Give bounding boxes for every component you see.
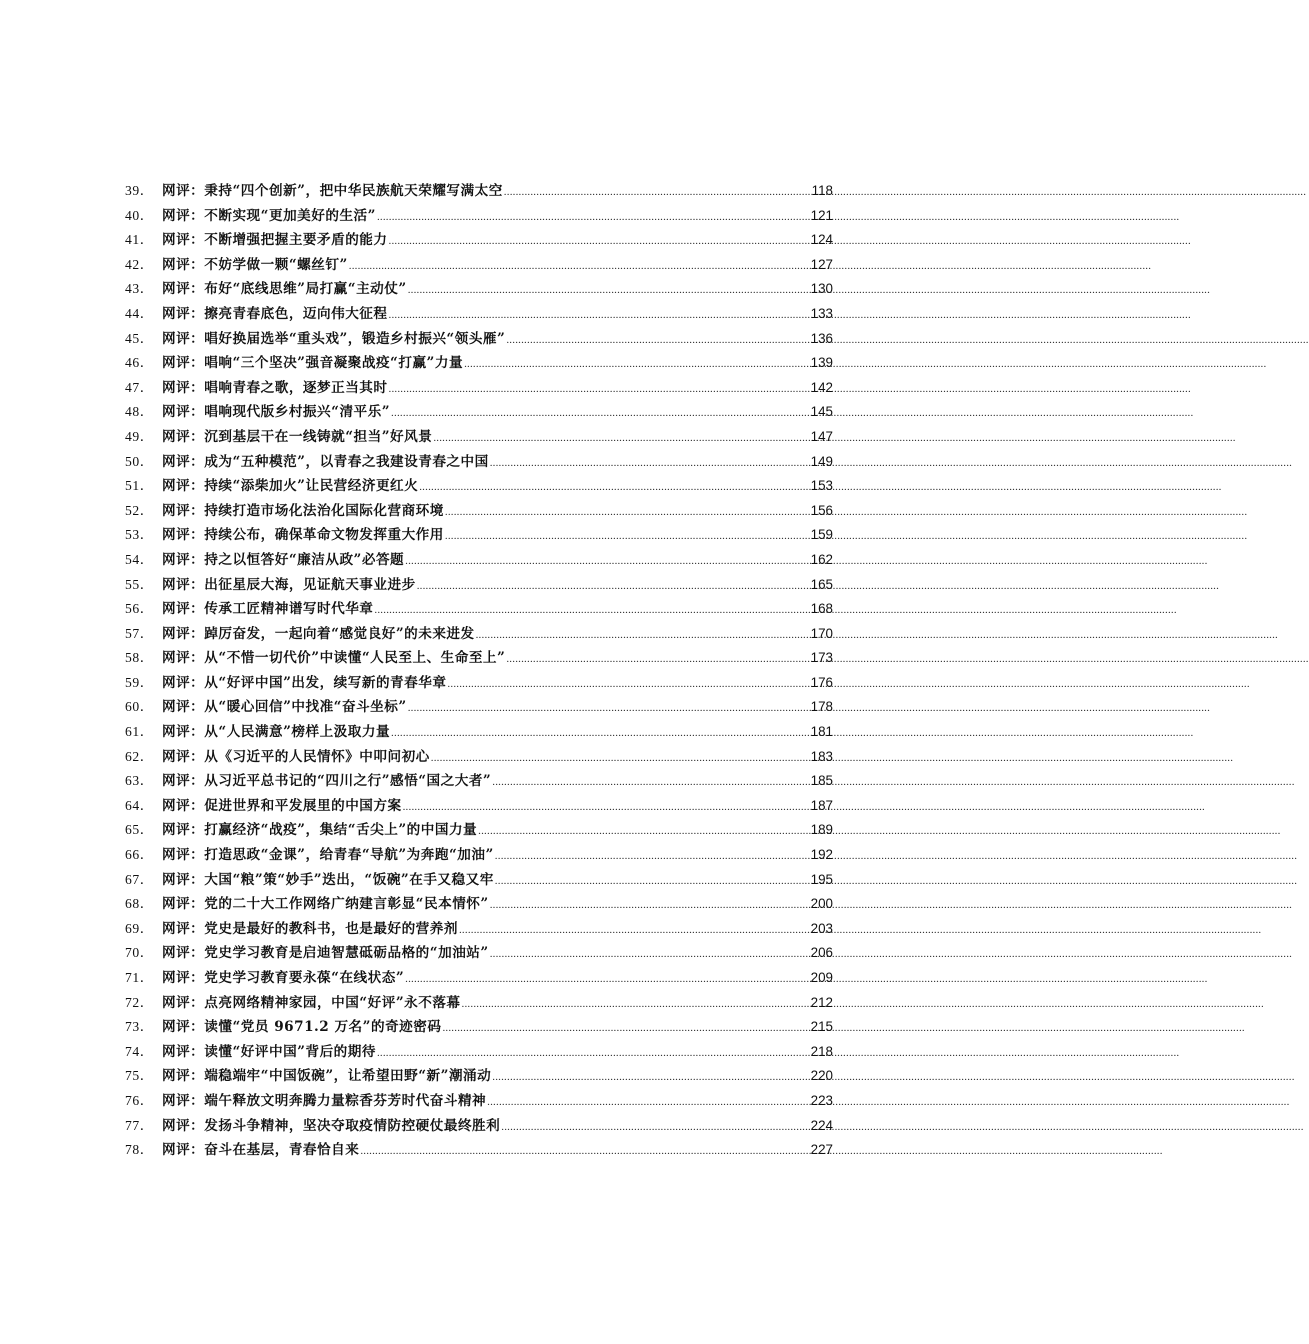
toc-entry-title: 网评：成为“五种模范”，以青春之我建设青春之中国 — [162, 453, 489, 470]
toc-entry-title: 网评：不妨学做一颗“螺丝钉” — [162, 256, 348, 273]
toc-entry-page-number: 147 — [810, 428, 833, 444]
toc-entry-title: 网评：点亮网络精神家园，中国“好评”永不落幕 — [162, 994, 461, 1011]
toc-entry-number: 74． — [125, 1043, 154, 1059]
toc-entry-title: 网评：奋斗在基层，青春恰自来 — [162, 1142, 360, 1159]
toc-entry-number: 68． — [125, 896, 154, 912]
toc-dot-leader — [459, 918, 810, 943]
toc-dot-leader — [408, 696, 810, 721]
toc-entry[interactable] — [125, 327, 833, 352]
toc-entry-number: 64． — [125, 797, 154, 813]
toc-entry[interactable] — [125, 622, 833, 647]
toc-dot-leader — [417, 574, 810, 599]
toc-dot-leader — [433, 426, 809, 451]
toc-entry-page-number: 142 — [810, 379, 833, 395]
toc-entry[interactable] — [125, 523, 833, 548]
toc-entry-number: 51． — [125, 478, 154, 494]
toc-entry-number: 67． — [125, 871, 154, 887]
toc-entry-title: 网评：从“暖心回信”中找准“奋斗坐标” — [162, 699, 407, 716]
toc-dot-leader — [506, 647, 809, 672]
toc-entry-title: 网评：端稳端牢“中国饭碗”，让希望田野“新”潮涌动 — [162, 1068, 492, 1085]
toc-entry[interactable] — [125, 1040, 833, 1065]
toc-entry-number: 72． — [125, 994, 154, 1010]
toc-entry[interactable] — [125, 204, 833, 229]
toc-entry-page-number: 189 — [810, 822, 833, 838]
toc-entry-number: 45． — [125, 330, 154, 346]
toc-entry[interactable] — [125, 991, 833, 1016]
toc-entry[interactable] — [125, 1064, 833, 1089]
toc-entry-number: 46． — [125, 355, 154, 371]
toc-entry-number: 65． — [125, 822, 154, 838]
toc-dot-leader — [462, 992, 810, 1017]
toc-entry[interactable] — [125, 573, 833, 598]
toc-entry-page-number: 195 — [810, 871, 833, 887]
toc-entry-number: 56． — [125, 601, 154, 617]
toc-entry-page-number: 173 — [810, 650, 833, 666]
toc-entry[interactable] — [125, 1114, 833, 1139]
toc-entry-title: 网评：秉持“四个创新”，把中华民族航天荣耀写满太空 — [162, 183, 503, 199]
toc-entry-page-number: 200 — [810, 896, 833, 912]
toc-dot-leader — [419, 475, 809, 500]
toc-entry[interactable] — [125, 917, 833, 942]
toc-dot-leader — [490, 893, 810, 918]
toc-dot-leader — [447, 672, 809, 697]
toc-entry-number: 39． — [125, 183, 154, 198]
toc-entry-number: 60． — [125, 699, 154, 715]
toc-entry[interactable] — [125, 548, 833, 573]
toc-dot-leader — [389, 229, 810, 254]
toc-entry[interactable] — [125, 302, 833, 327]
toc-entry[interactable] — [125, 228, 833, 253]
toc-entry[interactable] — [125, 671, 833, 696]
toc-entry-number: 73． — [125, 1019, 154, 1035]
toc-entry[interactable] — [125, 695, 833, 720]
toc-entry-title: 网评：从习近平总书记的“四川之行”感悟“国之大者” — [162, 773, 492, 790]
toc-entry-page-number: 159 — [810, 527, 833, 543]
toc-entry-number: 58． — [125, 650, 154, 666]
toc-entry[interactable] — [125, 351, 833, 376]
toc-entry-page-number: 149 — [810, 453, 833, 469]
toc-entry-number: 48． — [125, 404, 154, 420]
toc-entry-page-number: 153 — [810, 478, 833, 494]
toc-dot-leader — [405, 549, 810, 574]
toc-dot-leader — [377, 205, 810, 230]
toc-dot-leader — [492, 1065, 809, 1090]
toc-dot-leader — [487, 1090, 810, 1115]
toc-entry-page-number: 187 — [810, 797, 833, 813]
toc-entry-title: 网评：大国“粮”策“妙手”迭出，“饭碗”在手又稳又牢 — [162, 871, 494, 888]
toc-entry-page-number: 162 — [810, 551, 833, 567]
toc-entry-page-number: 227 — [810, 1142, 833, 1158]
toc-entry-title: 网评：从“好评中国”出发，续写新的青春华章 — [162, 674, 447, 691]
toc-dot-leader — [403, 795, 810, 820]
toc-entry[interactable] — [125, 179, 833, 204]
toc-entry-page-number: 156 — [810, 502, 833, 518]
toc-entry-page-number: 121 — [810, 207, 833, 223]
toc-entry[interactable] — [125, 745, 833, 770]
toc-entry-page-number: 185 — [810, 773, 833, 789]
toc-entry-number: 63． — [125, 773, 154, 789]
toc-entry-title: 网评：持续“添柴加火”让民营经济更红火 — [162, 478, 419, 495]
toc-entry-page-number: 170 — [810, 625, 833, 641]
toc-dot-leader — [501, 1115, 809, 1140]
toc-entry-title: 网评：不断实现“更加美好的生活” — [162, 207, 376, 224]
toc-entry-title: 网评：打造思政“金课”，给青春“导航”为奔跑“加油” — [162, 847, 494, 864]
toc-dot-leader — [391, 401, 810, 426]
toc-entry[interactable] — [125, 646, 833, 671]
toc-dot-leader — [490, 451, 810, 476]
toc-entry[interactable] — [125, 1089, 833, 1114]
toc-entry[interactable] — [125, 941, 833, 966]
toc-entry[interactable] — [125, 720, 833, 745]
toc-entry-number: 75． — [125, 1068, 154, 1084]
toc-dot-leader — [478, 819, 810, 844]
toc-dot-leader — [492, 770, 809, 795]
toc-entry-title: 网评：从“人民满意”榜样上汲取力量 — [162, 724, 391, 741]
toc-entry[interactable] — [125, 597, 833, 622]
toc-entry-title: 网评：端午释放文明奔腾力量粽香芬芳时代奋斗精神 — [162, 1092, 487, 1109]
toc-dot-leader — [506, 328, 809, 353]
toc-dot-leader — [442, 1016, 809, 1041]
toc-entry-number: 76． — [125, 1092, 154, 1108]
toc-dot-leader — [360, 1139, 809, 1164]
toc-entry-page-number: 181 — [810, 724, 833, 740]
toc-entry-number: 62． — [125, 748, 154, 764]
toc-entry-page-number: 133 — [810, 305, 833, 321]
toc-entry[interactable] — [125, 843, 833, 868]
toc-entry[interactable] — [125, 499, 833, 524]
toc-entry-title: 网评：从“不惜一切代价”中读懂“人民至上、生命至上” — [162, 650, 506, 667]
toc-entry[interactable] — [125, 794, 833, 819]
toc-entry-number: 52． — [125, 502, 154, 518]
toc-entry-title: 网评：党史学习教育是启迪智慧砥砺品格的“加油站” — [162, 945, 489, 962]
toc-dot-leader — [490, 942, 810, 967]
toc-entry-page-number: 215 — [810, 1019, 833, 1035]
toc-entry-title: 网评：读懂“好评中国”背后的期待 — [162, 1043, 376, 1060]
toc-entry-title: 网评：不断增强把握主要矛盾的能力 — [162, 232, 388, 249]
toc-entry-title: 网评：持续公布，确保革命文物发挥重大作用 — [162, 527, 444, 544]
toc-entry-title: 网评：读懂“党员 9671.2 万名”的奇迹密码 — [162, 1019, 442, 1036]
toc-entry-title: 网评：打赢经济“战疫”，集结“舌尖上”的中国力量 — [162, 822, 478, 839]
toc-entry-page-number: 139 — [810, 355, 833, 371]
toc-dot-leader — [374, 598, 809, 623]
toc-entry-page-number: 212 — [810, 994, 833, 1010]
toc-entry-number: 70． — [125, 945, 154, 961]
toc-entry-page-number: 145 — [810, 404, 833, 420]
toc-dot-leader — [349, 254, 810, 279]
toc-dot-leader — [445, 524, 810, 549]
toc-entry-number: 44． — [125, 305, 154, 321]
toc-dot-leader — [464, 352, 810, 377]
toc-entry-page-number: 209 — [810, 970, 833, 985]
toc-entry[interactable] — [125, 400, 833, 425]
toc-dot-leader — [495, 869, 810, 894]
toc-entry-title: 网评：擦亮青春底色，迈向伟大征程 — [162, 305, 388, 322]
toc-entry-title: 网评：传承工匠精神谱写时代华章 — [162, 601, 374, 618]
toc-entry-page-number: 220 — [810, 1068, 833, 1084]
toc-entry-page-number: 206 — [810, 945, 833, 961]
toc-entry[interactable] — [125, 277, 833, 302]
table-of-contents — [125, 179, 833, 1163]
toc-entry-page-number: 192 — [810, 847, 833, 863]
toc-entry-title: 网评：持之以恒答好“廉洁从政”必答题 — [162, 551, 405, 568]
toc-entry-title: 网评：党史是最好的教科书，也是最好的营养剂 — [162, 920, 458, 937]
toc-entry-page-number: 223 — [810, 1092, 833, 1108]
toc-dot-leader — [405, 967, 810, 992]
toc-entry-number: 57． — [125, 625, 154, 641]
toc-entry-number: 61． — [125, 724, 154, 740]
toc-entry[interactable] — [125, 966, 833, 991]
toc-dot-leader — [377, 1041, 810, 1066]
toc-entry-page-number: 118 — [811, 183, 833, 198]
toc-entry-number: 43． — [125, 281, 154, 297]
toc-dot-leader — [389, 377, 810, 402]
toc-entry-title: 网评：出征星辰大海，见证航天事业进步 — [162, 576, 416, 593]
toc-dot-leader — [389, 303, 810, 328]
toc-entry-number: 71． — [125, 970, 154, 985]
toc-dot-leader — [445, 500, 810, 525]
toc-entry-number: 77． — [125, 1117, 154, 1133]
toc-entry-number: 40． — [125, 207, 154, 223]
toc-entry[interactable] — [125, 376, 833, 401]
toc-dot-leader — [408, 278, 810, 303]
toc-entry[interactable] — [125, 253, 833, 278]
toc-entry-page-number: 127 — [810, 256, 833, 272]
toc-entry-number: 50． — [125, 453, 154, 469]
toc-entry-title: 网评：党的二十大工作网络广纳建言彰显“民本情怀” — [162, 896, 489, 913]
toc-entry-title: 网评：唱好换届选举“重头戏”，锻造乡村振兴“领头雁” — [162, 330, 506, 347]
toc-entry-number: 59． — [125, 674, 154, 690]
toc-entry-title: 网评：党史学习教育要永葆“在线状态” — [162, 970, 405, 986]
toc-entry-number: 49． — [125, 428, 154, 444]
toc-entry-title: 网评：布好“底线思维”局打赢“主动仗” — [162, 281, 407, 298]
toc-entry-number: 66． — [125, 847, 154, 863]
toc-entry-number: 47． — [125, 379, 154, 395]
toc-entry-number: 54． — [125, 551, 154, 567]
toc-entry-page-number: 183 — [810, 748, 833, 764]
toc-entry[interactable] — [125, 1015, 833, 1040]
toc-entry[interactable] — [125, 1138, 833, 1163]
toc-entry-title: 网评：唱响“三个坚决”强音凝聚战疫“打赢”力量 — [162, 355, 464, 372]
toc-entry-page-number: 224 — [810, 1117, 833, 1133]
toc-entry-page-number: 176 — [810, 674, 833, 690]
toc-dot-leader — [495, 844, 810, 869]
toc-dot-leader — [476, 623, 810, 648]
toc-entry[interactable] — [125, 818, 833, 843]
toc-entry-page-number: 136 — [810, 330, 833, 346]
toc-dot-leader — [391, 721, 810, 746]
toc-entry[interactable] — [125, 474, 833, 499]
toc-entry-number: 78． — [125, 1142, 154, 1158]
toc-entry-number: 55． — [125, 576, 154, 592]
toc-entry[interactable] — [125, 425, 833, 450]
toc-entry-title: 网评：从《习近平的人民情怀》中叩问初心 — [162, 748, 430, 765]
toc-entry-page-number: 178 — [810, 699, 833, 715]
toc-entry[interactable] — [125, 450, 833, 475]
toc-entry-page-number: 130 — [810, 281, 833, 297]
toc-entry-number: 42． — [125, 256, 154, 272]
toc-entry-title: 网评：促进世界和平发展里的中国方案 — [162, 797, 402, 814]
toc-entry-title: 网评：唱响现代版乡村振兴“清平乐” — [162, 404, 391, 421]
toc-dot-leader — [504, 180, 811, 205]
toc-entry-page-number: 168 — [810, 601, 833, 617]
toc-entry[interactable] — [125, 868, 833, 893]
toc-entry-page-number: 203 — [810, 920, 833, 936]
toc-entry-page-number: 218 — [810, 1043, 833, 1059]
toc-entry-title: 网评：唱响青春之歌，逐梦正当其时 — [162, 379, 388, 396]
toc-entry-page-number: 165 — [810, 576, 833, 592]
toc-entry-number: 41． — [125, 232, 154, 248]
toc-entry-number: 69． — [125, 920, 154, 936]
toc-entry-title: 网评：踔厉奋发，一起向着“感觉良好”的未来进发 — [162, 625, 475, 642]
toc-entry[interactable] — [125, 892, 833, 917]
toc-entry-page-number: 124 — [810, 232, 833, 248]
toc-entry-title: 网评：沉到基层干在一线铸就“担当”好风景 — [162, 428, 433, 445]
toc-entry-title: 网评：持续打造市场化法治化国际化营商环境 — [162, 502, 444, 519]
toc-entry[interactable] — [125, 769, 833, 794]
toc-dot-leader — [431, 746, 810, 771]
toc-entry-title: 网评：发扬斗争精神，坚决夺取疫情防控硬仗最终胜利 — [162, 1117, 501, 1134]
toc-entry-number: 53． — [125, 527, 154, 543]
